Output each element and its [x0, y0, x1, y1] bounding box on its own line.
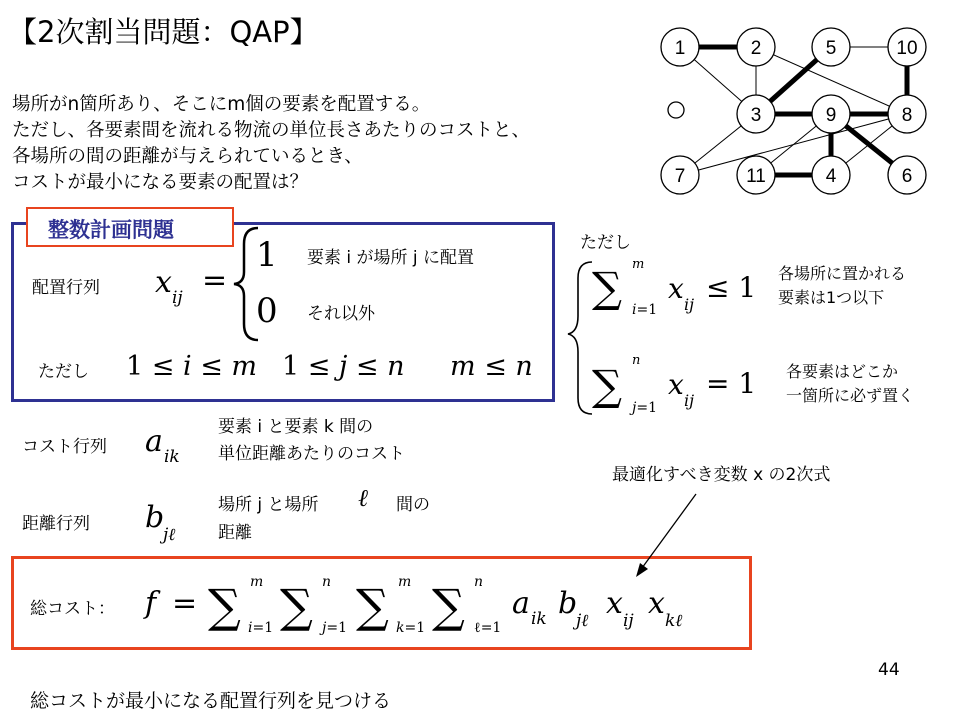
graph-node-empty [668, 102, 684, 118]
svg-text:x: x [648, 586, 665, 621]
graph-node-label: 6 [901, 166, 913, 187]
svg-text:1 ≤ j ≤ n: 1 ≤ j ≤ n [282, 351, 405, 382]
svg-text:=: = [202, 263, 228, 298]
a-ik [145, 424, 180, 467]
constraint1 [592, 257, 756, 318]
cost-matrix-label: コスト行列 [22, 437, 107, 457]
graph-node-8 [888, 95, 926, 133]
intro-line: 各場所の間の距離が与えられているとき、 [12, 146, 363, 167]
dist-note-2: 距離 [218, 523, 252, 543]
note-line: 要素は1つ以下 [778, 288, 885, 307]
graph-node-2 [737, 28, 775, 66]
graph-edges [680, 47, 907, 175]
graph-node-label: 11 [746, 166, 766, 187]
svg-text:jℓ: jℓ [576, 611, 589, 631]
svg-text:j=1: j=1 [632, 400, 657, 416]
svg-text:∑: ∑ [432, 579, 465, 633]
note-line: 単位距離あたりのコスト [218, 444, 405, 464]
case0-text: それ以外 [307, 304, 375, 324]
tadashi-right: ただし [580, 233, 631, 253]
intro-line: コストが最小になる要素の配置は？ [12, 172, 309, 193]
svg-text:m: m [632, 257, 645, 272]
svg-text:i=1: i=1 [632, 302, 658, 318]
b-jl [145, 500, 175, 545]
arrowhead [636, 563, 648, 577]
svg-text:∑: ∑ [356, 579, 389, 633]
case0-value: 0 [256, 291, 278, 331]
svg-text:b: b [558, 586, 578, 621]
assign-matrix-label: 配置行列 [32, 278, 100, 298]
note-line: 要素 i と要素 k 間の [218, 417, 374, 437]
svg-text:∑: ∑ [208, 579, 241, 633]
page-number: 44 [878, 660, 900, 680]
note-line: 各要素はどこか [786, 362, 899, 381]
arrow-label: 最適化すべき変数 x の2次式 [612, 465, 831, 485]
graph-node-label: 5 [825, 38, 837, 59]
svg-text:m ≤ n: m ≤ n [450, 351, 533, 382]
graph-node-label: 9 [825, 105, 837, 126]
svg-text:x: x [606, 586, 623, 621]
graph-node-label: 10 [896, 38, 918, 59]
svg-text:x: x [668, 368, 684, 401]
graph-node-6 [888, 156, 926, 194]
svg-text:x: x [155, 265, 172, 300]
svg-text:x: x [668, 272, 684, 305]
constraint2 [592, 353, 756, 416]
svg-text:= 1: = 1 [706, 367, 757, 400]
svg-text:j=1: j=1 [322, 620, 347, 636]
svg-text:a: a [145, 424, 163, 459]
dist-note-1b: 間の [396, 495, 430, 515]
note-line: 一箇所に必ず置く [786, 386, 915, 405]
svg-text:jℓ: jℓ [163, 525, 176, 545]
graph-node-10 [888, 28, 926, 66]
graph-node-label: 4 [825, 166, 837, 187]
graph-node-11 [737, 156, 775, 194]
svg-text:ℓ=1: ℓ=1 [474, 620, 502, 636]
distance-matrix-label: 距離行列 [22, 514, 90, 534]
intro-line: ただし、各要素間を流れる物流の単位長さあたりのコストと、 [12, 120, 531, 141]
ell-symbol: ℓ [358, 484, 368, 512]
total-cost-formula [143, 574, 682, 636]
svg-text:1 ≤ i ≤ m: 1 ≤ i ≤ m [126, 351, 258, 382]
svg-text:ik: ik [531, 609, 547, 629]
svg-text:∑: ∑ [280, 579, 313, 633]
graph-node-label: 2 [750, 38, 762, 59]
graph-node-7 [661, 156, 699, 194]
svg-text:i=1: i=1 [248, 620, 274, 636]
svg-text:n: n [474, 574, 484, 590]
graph-node-label: 7 [674, 166, 686, 187]
graph-node-1 [661, 28, 699, 66]
graph-node-label: 3 [750, 105, 762, 126]
bottom-text: 総コストが最小になる配置行列を見つける [30, 690, 392, 712]
graph-node-label: 1 [674, 38, 686, 59]
graph-node-4 [812, 156, 850, 194]
total-cost-label: 総コスト： [30, 599, 115, 619]
svg-text:ij: ij [684, 295, 695, 314]
svg-text:kℓ: kℓ [665, 611, 683, 631]
svg-text:k=1: k=1 [396, 620, 426, 636]
svg-text:ij: ij [684, 391, 695, 410]
svg-text:a: a [512, 586, 530, 621]
graph-node-9 [812, 95, 850, 133]
svg-text:≤ 1: ≤ 1 [706, 271, 757, 304]
callout-label: 整数計画問題 [48, 218, 174, 242]
graph-node-3 [737, 95, 775, 133]
svg-text:ik: ik [164, 447, 180, 467]
case1-text: 要素 i が場所 j に配置 [307, 248, 475, 268]
svg-text:n: n [322, 574, 332, 590]
pointer-arrow [642, 494, 696, 568]
svg-text:∑: ∑ [592, 361, 622, 410]
svg-text:b: b [145, 500, 165, 535]
svg-text:m: m [250, 574, 264, 590]
svg-text:=: = [172, 586, 198, 621]
svg-text:f: f [145, 586, 157, 621]
svg-text:n: n [632, 353, 641, 368]
index-ranges [126, 351, 533, 382]
slide-title: 【2次割当問題：QAP】 [8, 15, 319, 49]
svg-text:m: m [398, 574, 412, 590]
tadashi-left: ただし [38, 362, 89, 382]
intro-line: 場所がn箇所あり、そこにm個の要素を配置する。 [12, 94, 431, 115]
graph-node-label: 8 [901, 105, 913, 126]
svg-text:∑: ∑ [592, 263, 622, 312]
svg-text:ij: ij [623, 611, 634, 631]
graph-node-5 [812, 28, 850, 66]
assign-formula [155, 228, 278, 340]
case1-value: 1 [256, 235, 278, 275]
note-line: 各場所に置かれる [778, 264, 907, 283]
dist-note-1a: 場所 j と場所 [218, 495, 319, 515]
svg-text:ij: ij [172, 288, 183, 308]
